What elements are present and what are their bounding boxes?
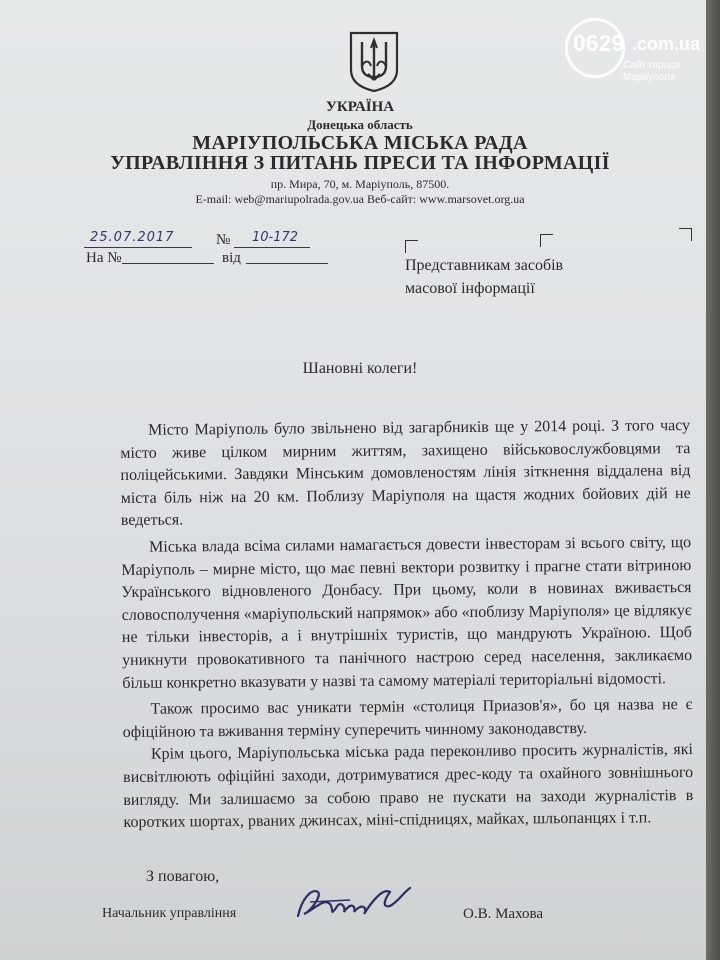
greeting: Шановні колеги! xyxy=(302,360,418,377)
incoming-reference xyxy=(86,250,336,270)
letter-body xyxy=(120,415,694,835)
number-label: № xyxy=(216,232,231,248)
address-corner-right xyxy=(679,228,692,241)
site-watermark-logo xyxy=(563,16,713,86)
handwritten-signature xyxy=(290,878,420,924)
header-region: Донецька область xyxy=(307,117,413,132)
number-underline xyxy=(234,247,310,248)
signer-name: О.В. Махова xyxy=(463,906,544,922)
from-label: від xyxy=(222,250,241,266)
body-paragraph-2: Міська влада всіма силами намагається довести інвесторам зі всього світу, що Маріуполь – мирне місто, що має певні вектори розвитку і прагне стати вітриною Українського відновленого Донбасу. При цьому, коли в новинах вживається словосполучення «маріупольский напрямок» або «поблизу Маріуполя» це відлякує не тільки інвесторів, а і внутрішніх туристів, що мандрують Україною. Щоб уникнути провокативного та панічного настрою серед населення, закликаємо більш конкретно вказувати у назві та самому матеріалі територіальні відомості. xyxy=(121,533,693,692)
header-council: МАРІУПОЛЬСЬКА МІСЬКА РАДА xyxy=(192,132,528,154)
address-corner-left xyxy=(405,240,418,253)
header-address: пр. Мира, 70, м. Маріуполь, 87500. xyxy=(270,177,450,191)
address-corner-mid xyxy=(540,234,553,247)
recipient-block xyxy=(405,254,635,300)
logo-tagline-1: Сайт города xyxy=(623,60,681,71)
logo-domain: .com.ua xyxy=(632,34,701,54)
header-department: УПРАВЛІННЯ З ПИТАНЬ ПРЕСИ ТА ІНФОРМАЦІЇ xyxy=(110,152,610,174)
handwritten-number: 10-172 xyxy=(252,230,299,245)
logo-number: 0629 xyxy=(573,30,625,56)
trident-coat-of-arms-icon xyxy=(347,30,401,92)
date-underline xyxy=(84,247,192,248)
header-contacts: E-mail: web@mariupolrada.gov.ua Веб-сайт: www.marsovet.org.ua xyxy=(195,192,525,206)
reply-underline xyxy=(122,263,214,264)
logo-tagline-2: Мариуполя xyxy=(623,72,676,83)
from-underline xyxy=(246,263,328,264)
outgoing-reference xyxy=(84,230,324,252)
handwritten-date: 25.07.2017 xyxy=(90,230,175,245)
reply-label: На № xyxy=(86,250,122,266)
body-paragraph-3: Також просимо вас уникати термін «столиця Приазов'я», бо ця назва не є офіційною та вживання терміну суперечить чинному законодавству. xyxy=(122,696,693,741)
recipient-line-2: масової інформації xyxy=(405,280,535,297)
body-paragraph-1: Місто Маріуполь було звільнено від загарбників ще у 2014 році. З того часу місто живе цілком мирним життям, захищено військовослужбовцями та поліцейськими. Завдяки Мінським домовленостям лінія зіткнення віддалена від міста біль ніж на 20 км. Поблизу Маріуполя на щастя жодних бойових дій не ведеться. xyxy=(120,417,691,530)
closing-regards: З повагою, xyxy=(146,868,220,885)
body-paragraph-4: Крім цього, Маріупольська міська рада переконливо просить журналістів, які висвітлюють офіційні заходи, дотримуватися дрес-коду та охайного зовнішнього вигляду. Ми залишаємо за собою право не пускати на заходи журналістів в коротких шортах, рваних джинсах, міні-спідницях, майках, шльопанцях і т.п. xyxy=(123,741,694,832)
header-country: УКРАЇНА xyxy=(325,99,395,115)
signer-position: Начальник управління xyxy=(102,906,237,921)
recipient-line-1: Представникам засобів xyxy=(405,257,564,274)
